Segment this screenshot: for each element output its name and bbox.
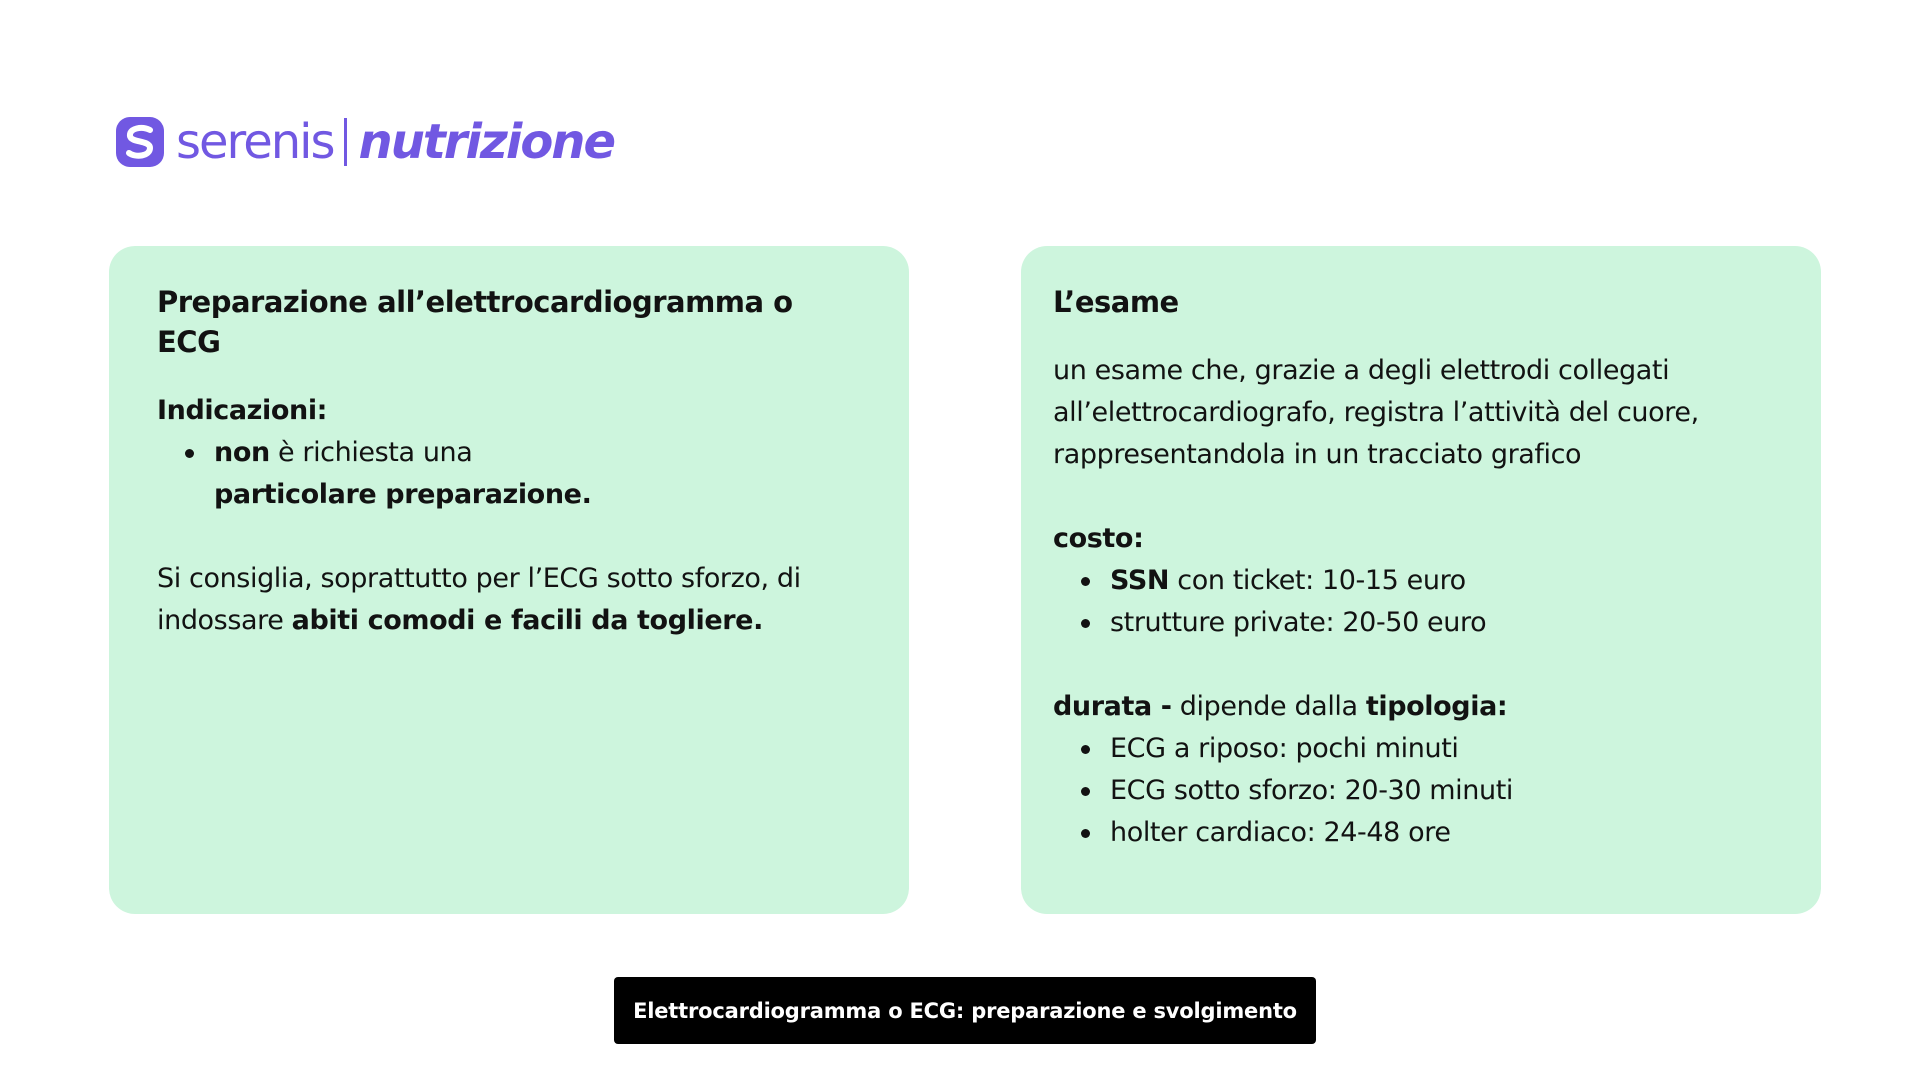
duration-bold: durata - xyxy=(1053,691,1172,722)
duration-list xyxy=(1053,728,1773,854)
list-item xyxy=(1081,602,1773,644)
caption-banner: Elettrocardiogramma o ECG: preparazione e svolgimento xyxy=(614,977,1316,1044)
brand-name: serenis xyxy=(176,114,334,170)
preparation-card xyxy=(109,246,909,914)
bullet-text: è richiesta una xyxy=(269,437,473,468)
indications-list xyxy=(157,432,861,516)
list-item: ECG sotto sforzo: 20-30 minuti xyxy=(1081,770,1773,812)
cost-bold: SSN xyxy=(1110,565,1170,596)
preparation-title: Preparazione all’elettrocardiogramma o ECG xyxy=(157,285,793,359)
advice-plain: Si consiglia, soprattutto per l’ECG sotto sforzo, di indossare xyxy=(157,563,801,636)
advice-bold: abiti comodi e facili da togliere. xyxy=(291,605,763,636)
exam-card xyxy=(1021,246,1821,914)
list-item: ECG a riposo: pochi minuti xyxy=(1081,728,1773,770)
advice-text xyxy=(157,558,817,642)
list-item: holter cardiaco: 24-48 ore xyxy=(1081,812,1773,854)
cost-text: con ticket: 10-15 euro xyxy=(1169,565,1466,596)
cost-list xyxy=(1053,560,1773,644)
bullet-bold: non xyxy=(214,437,270,468)
brand-divider xyxy=(344,118,347,166)
bullet-bold: particolare preparazione. xyxy=(214,479,592,510)
duration-label xyxy=(1053,686,1773,728)
indications-label: Indicazioni: xyxy=(157,395,328,426)
list-item xyxy=(185,432,861,516)
cost-label: costo: xyxy=(1053,523,1144,554)
exam-title: L’esame xyxy=(1053,285,1179,319)
list-item xyxy=(1081,560,1773,602)
brand-sub: nutrizione xyxy=(358,114,615,170)
duration-bold: tipologia: xyxy=(1365,691,1508,722)
serenis-logo-icon xyxy=(116,117,164,167)
exam-description: un esame che, grazie a degli elettrodi collegati all’elettrocardiografo, registra l’attività del cuore, rappresentandola in un tracciato grafico xyxy=(1053,355,1699,470)
duration-text: dipende dalla xyxy=(1171,691,1366,722)
brand-logo xyxy=(116,114,614,170)
cost-text: strutture private: 20-50 euro xyxy=(1110,607,1487,638)
